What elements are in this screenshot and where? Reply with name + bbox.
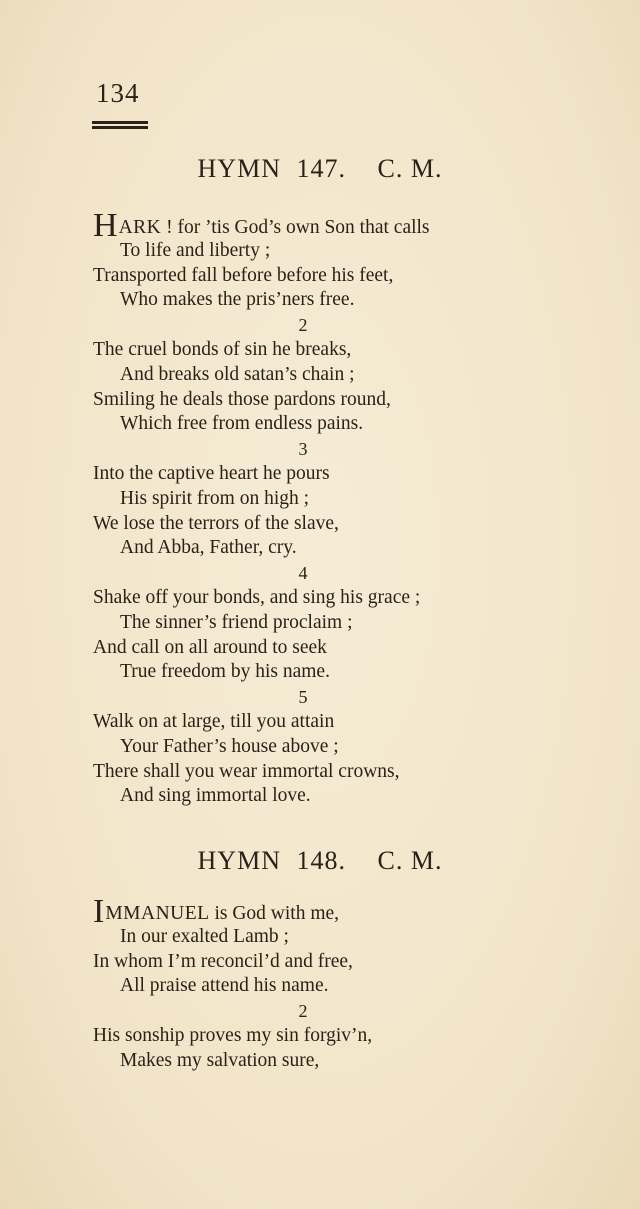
verse-text: is God with me, (209, 903, 340, 924)
drop-cap: I (93, 893, 105, 930)
header-rule (92, 121, 148, 124)
verse-line: The cruel bonds of sin he breaks, (93, 338, 352, 360)
verse-line: In our exalted Lamb ; (120, 925, 289, 947)
small-caps-word: MMANUEL (105, 903, 210, 924)
verse-line: Who makes the pris’ners free. (120, 289, 355, 311)
hymn-148-title (0, 846, 640, 876)
hymn-147-verses (93, 207, 553, 809)
hymn-148-verses (93, 893, 553, 1074)
hymn-title-word: HYMN (197, 846, 281, 875)
verse-line: All praise attend his name. (120, 975, 329, 997)
page-number: 134 (96, 78, 140, 108)
small-caps-word: ARK (118, 217, 162, 238)
hymn-title-word: HYMN (197, 154, 281, 183)
stanza-number: 4 (298, 563, 308, 584)
verse-line: Which free from endless pains. (120, 413, 364, 435)
verse-line: His spirit from on high ; (120, 487, 310, 509)
verse-text: ! for ’tis God’s own Son that calls (161, 217, 430, 238)
drop-cap: H (93, 207, 118, 244)
verse-line: And sing immortal love. (120, 785, 311, 807)
verse-line: And call on all around to seek (93, 636, 327, 658)
verse-line (93, 207, 553, 244)
verse-line: Shake off your bonds, and sing his grace ; (93, 586, 421, 608)
hymn-meter: C. M. (377, 846, 443, 875)
hymn-meter: C. M. (377, 154, 443, 183)
stanza-number: 3 (298, 439, 308, 460)
verse-line: We lose the terrors of the slave, (93, 512, 339, 534)
stanza-number: 2 (298, 1001, 308, 1022)
verse-line: Transported fall before before his feet, (93, 264, 394, 286)
verse-line: The sinner’s friend proclaim ; (120, 611, 353, 633)
verse-line: Into the captive heart he pours (93, 462, 330, 484)
verse-line: To life and liberty ; (120, 239, 271, 261)
verse-line: Walk on at large, till you attain (93, 710, 335, 732)
stanza-number: 2 (298, 315, 308, 336)
verse-line: There shall you wear immortal crowns, (93, 760, 400, 782)
verse-line: And breaks old satan’s chain ; (120, 363, 355, 385)
hymn-number: 147. (296, 154, 346, 183)
verse-line: And Abba, Father, cry. (120, 537, 297, 559)
verse-line: True freedom by his name. (120, 661, 330, 683)
stanza-number: 5 (298, 687, 308, 708)
verse-line: Your Father’s house above ; (120, 735, 339, 757)
verse-line: In whom I’m reconcil’d and free, (93, 950, 353, 972)
verse-line: His sonship proves my sin forgiv’n, (93, 1024, 373, 1046)
hymn-147-title (0, 154, 640, 184)
verse-line: Makes my salvation sure, (120, 1049, 320, 1071)
verse-line: Smiling he deals those pardons round, (93, 388, 391, 410)
verse-line (93, 893, 553, 930)
hymn-number: 148. (296, 846, 346, 875)
